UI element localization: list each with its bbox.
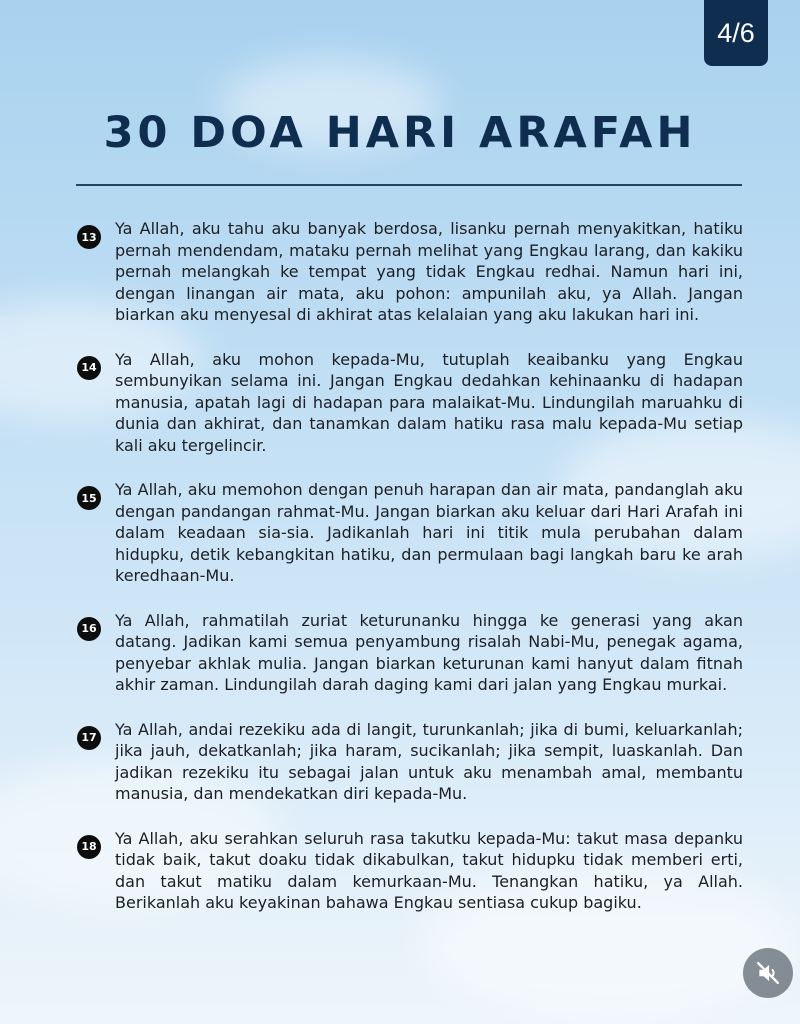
prayer-text: Ya Allah, andai rezekiku ada di langit, turunkanlah; jika di bumi, keluarkanlah; jika jauh, dekatkanlah; jika haram, sucikanlah; jika sempit, luaskanlah. Dan jadikan rezekiku itu sebagai jalan untuk aku menambah amal, membantu manusia, dan mendekatkan diri kepada-Mu. [115,719,743,803]
page-title: 30 DOA HARI ARAFAH [103,108,697,158]
mute-button[interactable] [743,948,793,998]
prayer-number-badge: 14 [77,356,101,380]
prayer-number-badge: 18 [77,835,101,859]
prayer-number-badge: 16 [77,617,101,641]
prayer-number-badge: 15 [77,486,101,510]
prayer-text: Ya Allah, aku memohon dengan penuh harapan dan air mata, pandanglah aku dengan pandangan rahmat-Mu. Jangan biarkan aku keluar dari Hari Arafah ini dalam keadaan sia-sia. Jadikanlah hari ini titik mula perubahan dalam hidupku, detik kebangkitan hatiku, dan permulaan bagi langkah baru ke arah keredhaan-Mu. [115,480,743,585]
prayer-text: Ya Allah, aku tahu aku banyak berdosa, lisanku pernah menyakitkan, hatiku pernah mendendam, mataku pernah melihat yang Engkau larang, dan kakiku pernah melangkah ke tempat yang tidak Engkau redhai. Namun hari ini, dengan linangan air mata, aku pohon: ampunilah aku, ya Allah. Jangan biarkan aku menyesal di akhirat atas kelalaian yang aku lakukan hari ini. [115,219,743,324]
prayer-item-16 [0,610,800,696]
prayer-number-badge: 17 [77,726,101,750]
prayer-item-18 [0,828,800,914]
prayer-item-13 [0,218,800,326]
prayer-item-17 [0,719,800,805]
prayer-item-14 [0,349,800,457]
prayer-text: Ya Allah, aku serahkan seluruh rasa takutku kepada-Mu: takut masa depanku tidak baik, takut doaku tidak dikabulkan, takut hidupku tidak memberi erti, dan takut matiku dalam kemurkaan-Mu. Tenangkan hatiku, ya Allah. Berikanlah aku keyakinan bahawa Engkau sentiasa cukup bagiku. [115,828,743,912]
prayer-item-15 [0,479,800,587]
speaker-muted-icon [755,960,781,986]
page-indicator: 4/6 [704,0,768,66]
prayer-list [0,218,800,937]
prayer-number-badge: 13 [77,225,101,249]
prayer-text: Ya Allah, rahmatilah zuriat keturunanku hingga ke generasi yang akan datang. Jadikan kami semua penyambung risalah Nabi-Mu, penegak agama, penyebar akhlak mulia. Jangan biarkan keturunan kami hanyut dalam fitnah akhir zaman. Lindungilah darah daging kami dari jalan yang Engkau murkai. [115,610,743,694]
prayer-text: Ya Allah, aku mohon kepada-Mu, tutuplah keaibanku yang Engkau sembunyikan selama ini. Jangan Engkau dedahkan kehinaanku di hadapan manusia, apatah lagi di hadapan para malaikat-Mu. Lindungilah maruahku di dunia dan akhirat, dan tanamkan dalam hatiku rasa malu kepada-Mu setiap kali aku tergelincir. [115,349,743,455]
title-divider [76,184,742,186]
